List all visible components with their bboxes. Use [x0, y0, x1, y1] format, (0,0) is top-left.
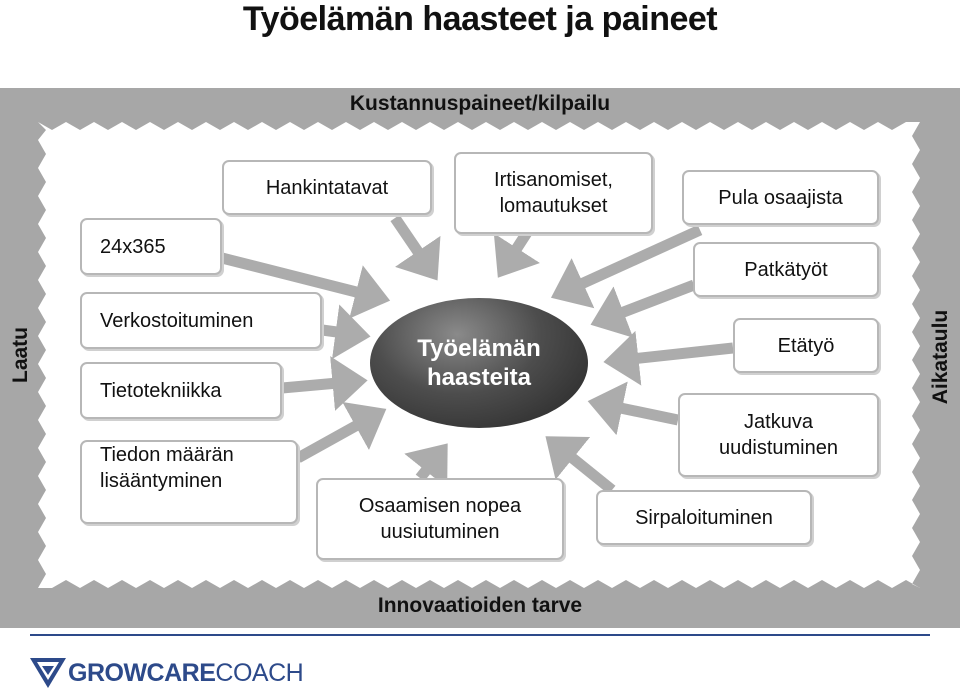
arrow-etatyo — [622, 348, 733, 360]
logo-wordmark — [68, 659, 303, 688]
box-hankintatavat — [222, 160, 432, 215]
box-label-line1: Jatkuva — [744, 411, 813, 433]
arrow-tiedon — [298, 418, 370, 458]
box-osaamisen-nopea-uusiutuminen — [316, 478, 564, 560]
box-24x365 — [80, 218, 222, 275]
box-patkatyot — [693, 242, 879, 297]
arrow-tietotekniikka — [282, 382, 349, 388]
box-tiedon-maaran-lisaantyminen — [80, 440, 298, 524]
box-label: Verkostoituminen — [100, 309, 254, 332]
box-label: Patkätyöt — [744, 258, 828, 281]
arrow-pula — [568, 230, 700, 290]
box-tietotekniikka — [80, 362, 282, 419]
box-jatkuva-uudistuminen — [678, 393, 879, 477]
center-label-line2: haasteita — [426, 364, 532, 391]
arrow-sirpaloituminen — [560, 448, 612, 490]
box-etatyo — [733, 318, 879, 373]
box-label-line2: lisääntyminen — [100, 470, 223, 492]
box-label-line2: uudistuminen — [719, 437, 838, 459]
page-title: Työelämän haasteet ja paineet — [242, 0, 718, 38]
box-label: 24x365 — [100, 235, 166, 258]
box-label-line1: Irtisanomiset, — [494, 169, 613, 191]
box-label: Sirpaloituminen — [635, 506, 773, 529]
arrow-verkostoituminen — [322, 330, 352, 334]
growcarecoach-logo — [30, 656, 303, 690]
footer-rule — [30, 634, 930, 636]
arrow-patkatyot — [608, 285, 694, 318]
arrow-osaamisen — [420, 458, 436, 478]
box-label-line1: Tiedon määrän — [100, 444, 234, 466]
logo-wordmark-bold: GROWCARE — [68, 658, 216, 687]
box-label-line2: lomautukset — [499, 195, 608, 217]
center-label-line1: Työelämän — [417, 335, 541, 362]
box-verkostoituminen — [80, 292, 322, 349]
arrow-hankintatavat — [395, 218, 427, 265]
box-label-line2: uusiutuminen — [380, 521, 500, 543]
box-irtisanomiset — [454, 152, 653, 234]
box-pula-osaajista — [682, 170, 879, 225]
frame-label-right: Aikataulu — [929, 309, 952, 405]
box-sirpaloituminen — [596, 490, 812, 545]
box-label: Pula osaajista — [718, 186, 843, 209]
box-label: Hankintatavat — [265, 176, 389, 199]
box-label-line1: Osaamisen nopea — [358, 495, 522, 517]
frame-label-bottom: Innovaatioiden tarve — [377, 594, 583, 617]
arrow-irtisanomiset — [508, 231, 528, 262]
box-label: Tietotekniikka — [100, 379, 222, 402]
frame-label-top: Kustannuspaineet/kilpailu — [349, 92, 611, 115]
arrow-24x365 — [222, 258, 372, 296]
box-label: Etätyö — [777, 334, 835, 357]
frame-label-left: Laatu — [9, 326, 32, 384]
logo-wordmark-regular: COACH — [215, 658, 304, 687]
arrow-jatkuva — [606, 405, 678, 420]
center-ellipse — [370, 298, 588, 428]
logo-triangle-icon — [30, 658, 66, 688]
